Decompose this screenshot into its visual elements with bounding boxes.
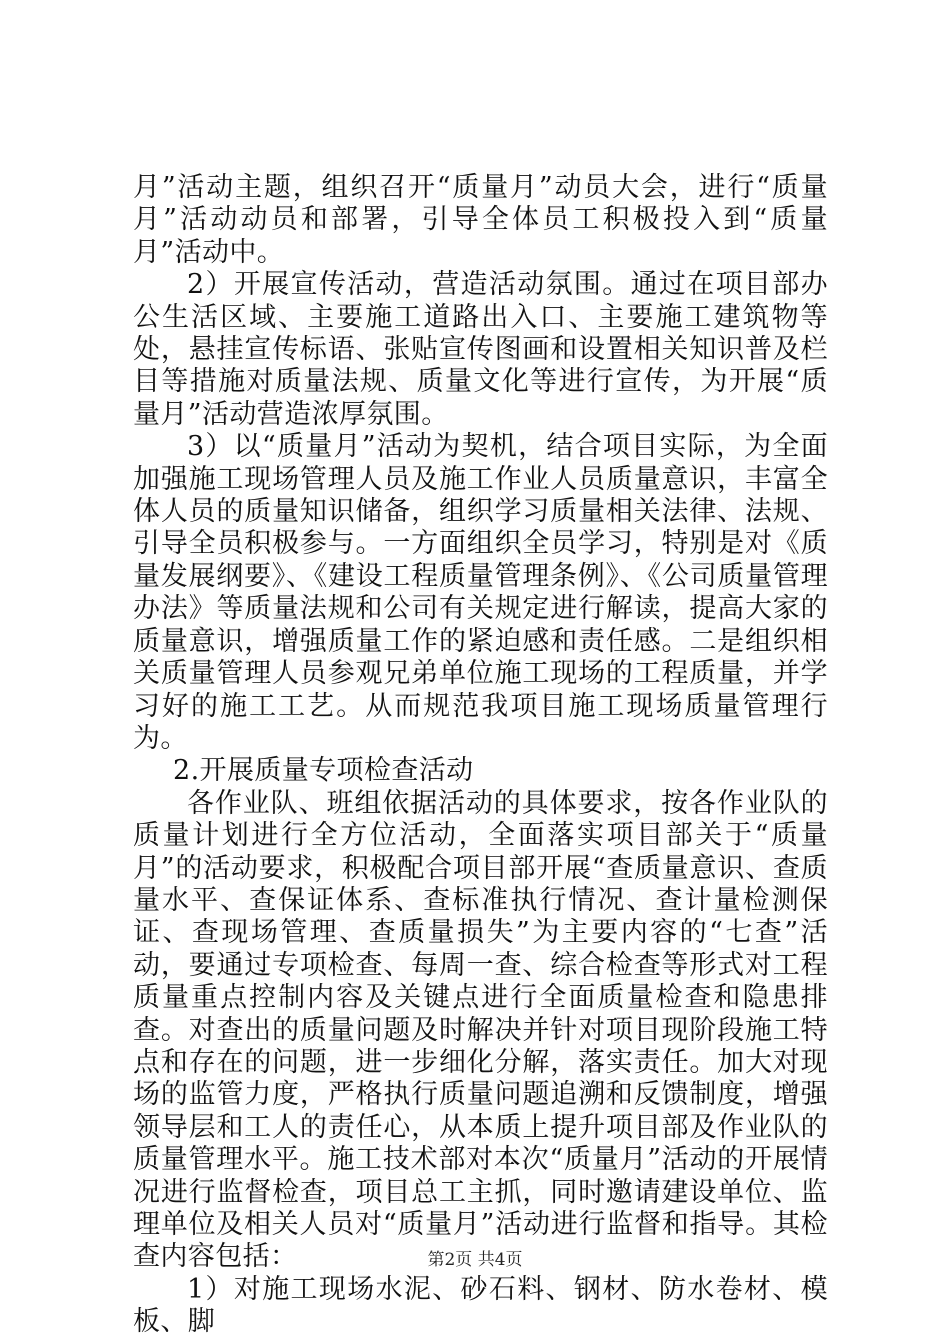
paragraph-publicity-activity: 2）开展宣传活动，营造活动氛围。通过在项目部办公生活区域、主要施工道路出入口、主要施工建筑物等处，悬挂宣传标语、张贴宣传图画和设置相关知识普及栏目等措施对质量法规、质量文化等进行宣传，为开展“质量月”活动营造浓厚氛围。 bbox=[133, 269, 828, 430]
document-body bbox=[133, 172, 828, 1339]
section-heading-inspection: 2.开展质量专项检查活动 bbox=[173, 755, 474, 787]
page-number-footer: 第2页 共4页 bbox=[427, 1250, 523, 1270]
paragraph-inspection-item-1: 1）对施工现场水泥、砂石料、钢材、防水卷材、模板、脚 bbox=[133, 1273, 828, 1338]
paragraph-inspection-details: 各作业队、班组依据活动的具体要求，按各作业队的质量计划进行全方位活动，全面落实项目部关于“质量月”的活动要求，积极配合项目部开展“查质量意识、查质量水平、查保证体系、查标准执行情况、查计量检测保证、查现场管理、查质量损失”为主要内容的“七查”活动，要通过专项检查、每周一查、综合检查等形式对工程质量重点控制内容及关键点进行全面质量检查和隐患排查。对查出的质量问题及时解决并针对项目现阶段施工特点和存在的问题，进一步细化分解，落实责任。加大对现场的监管力度，严格执行质量问题追溯和反馈制度，增强领导层和工人的责任心，从本质上提升项目部及作业队的质量管理水平。施工技术部对本次“质量月”活动的开展情况进行监督检查，项目总工主抓，同时邀请建设单位、监理单位及相关人员对“质量月”活动进行监督和指导。其检查内容包括： bbox=[133, 787, 828, 1273]
paragraph-activity-theme: 月”活动主题，组织召开“质量月”动员大会，进行“质量月”活动动员和部署，引导全体员工积极投入到“质量月”活动中。 bbox=[133, 172, 828, 268]
paragraph-quality-month-study: 3）以“质量月”活动为契机，结合项目实际，为全面加强施工现场管理人员及施工作业人员质量意识，丰富全体人员的质量知识储备，组织学习质量相关法律、法规、引导全员积极参与。一方面组织全员学习，特别是对《质量发展纲要》、《建设工程质量管理条例》、《公司质量管理办法》等质量法规和公司有关规定进行解读，提高大家的质量意识，增强质量工作的紧迫感和责任感。二是组织相关质量管理人员参观兄弟单位施工现场的工程质量，并学习好的施工工艺。从而规范我项目施工现场质量管理行为。 bbox=[133, 431, 828, 754]
